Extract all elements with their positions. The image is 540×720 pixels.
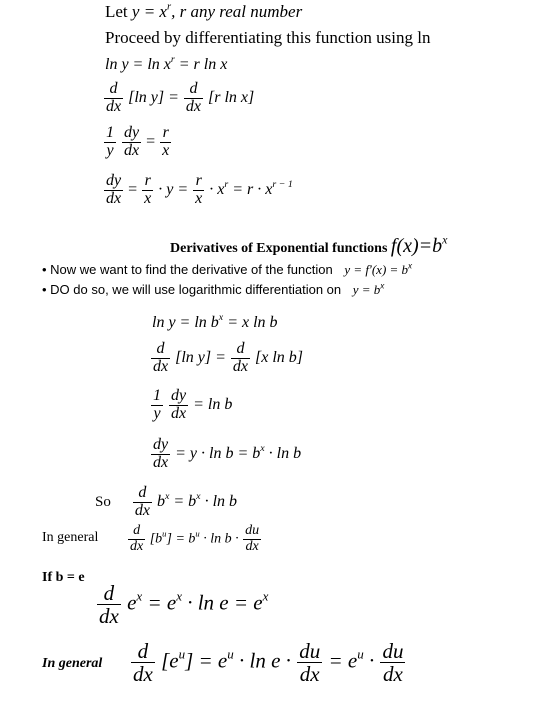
- power-step-2: $\frac{d}{dx}$ [ln y] = $\frac{d}{dx}$ [r ln x]: [106, 80, 255, 115]
- power-step-4: $\frac{dy}{dx}$ = $\frac{r}{x}$ · y = $\frac{r}{x}$ · $x^r = r \cdot x^{r - 1}$: [106, 172, 293, 207]
- if-b-equals-e: If b = e: [42, 570, 85, 585]
- bullet-1: • Now we want to find the derivative of the function $y = f'(x) = b^x$: [42, 261, 413, 277]
- exp-heading: Derivatives of Exponential functions $f(x)=b^x$: [170, 232, 448, 257]
- intro-proceed-line: Proceed by differentiating this function using ln: [105, 28, 431, 47]
- power-step-1: $\ln y = \ln x^r = r$ ln x: [105, 54, 228, 73]
- general-e-u-formula: $\frac{d}{dx}$ $[e^u] = e^u \cdot \ln e$ · $\frac{du}{dx}$ = $e^u$ · $\frac{du}{dx}$: [133, 639, 404, 687]
- exp-step-2: $\frac{d}{dx}$ [ln y] = $\frac{d}{dx}$ [x ln b]: [153, 340, 304, 375]
- general-label-2: In general: [42, 656, 103, 671]
- exp-step-3: $\frac{1}{y}$ $\frac{dy}{dx}$ = ln b: [153, 387, 233, 422]
- general-label-1: In general: [42, 530, 99, 545]
- exp-step-4: $\frac{dy}{dx}$ = $y \cdot \ln b = b^x \cdot \ln b$: [153, 436, 302, 471]
- general-b-u-formula: $\frac{d}{dx}$ $[b^u] = b^u \cdot \ln b$ · $\frac{du}{dx}$: [130, 523, 260, 554]
- bullet-2: • DO do so, we will use logarithmic differentiation on $y = b^x$: [42, 281, 385, 297]
- exp-step-1: $\ln y = \ln b^x = x$ ln b: [152, 312, 278, 331]
- power-step-3: $\frac{1}{y}$ $\frac{dy}{dx}$ = $\frac{r}{x}$: [106, 124, 170, 159]
- intro-let-line: Let $y = x^r$, r any real number: [105, 1, 303, 21]
- exp-e-formula: $\frac{d}{dx}$ $e^x = e^x \cdot \ln e = e^x$: [99, 581, 269, 629]
- exp-so-line: So $\frac{d}{dx}$ $b^x = b^x \cdot \ln b$: [95, 484, 238, 519]
